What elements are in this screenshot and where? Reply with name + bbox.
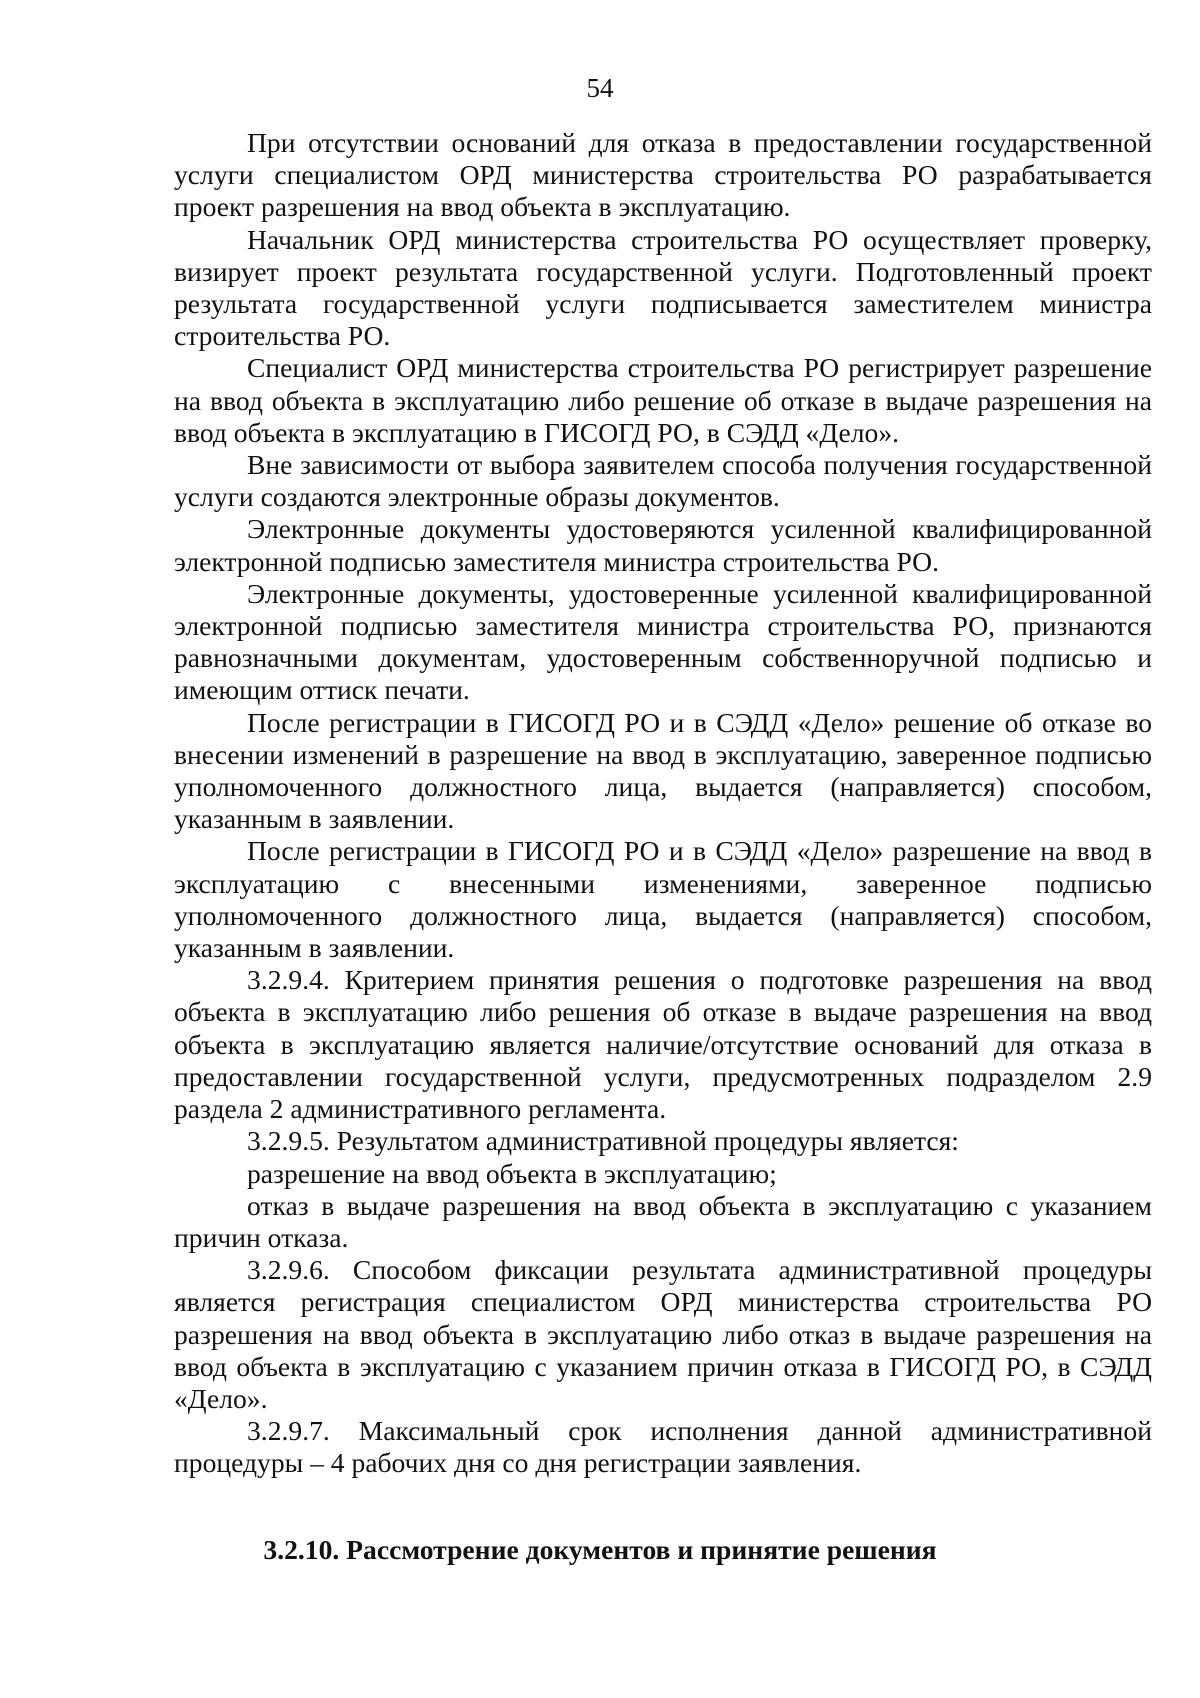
paragraph: Специалист ОРД министерства строительства РО регистрирует разрешение на ввод объекта в эксплуатацию либо решение об отказе в выдаче разрешения на ввод объекта в эксплуатацию в ГИСОГД РО, в СЭДД «Дело». bbox=[174, 352, 1152, 448]
paragraph: 3.2.9.5. Результатом административной процедуры является: bbox=[247, 1125, 959, 1157]
paragraph: 3.2.9.7. Максимальный срок исполнения данной административной процедуры – 4 рабочих дня со дня регистрации заявления. bbox=[174, 1415, 1152, 1479]
list-item: разрешение на ввод объекта в эксплуатацию; bbox=[247, 1157, 777, 1189]
paragraph: Электронные документы удостоверяются усиленной квалифицированной электронной подписью заместителя министра строительства РО. bbox=[174, 513, 1152, 577]
page-number: 54 bbox=[586, 73, 614, 103]
paragraph: Электронные документы, удостоверенные усиленной квалифицированной электронной подписью заместителя министра строительства РО, признаются равнозначными документам, удостоверенным собственноручной подписью и имеющим оттиск печати. bbox=[174, 577, 1152, 706]
paragraph: После регистрации в ГИСОГД РО и в СЭДД «Дело» разрешение на ввод в эксплуатацию с внесенными изменениями, заверенное подписью уполномоченного должностного лица, выдается (направляется) способом, указанным в заявлении. bbox=[174, 835, 1152, 964]
paragraph: 3.2.9.6. Способом фиксации результата административной процедуры является регистрация специалистом ОРД министерства строительства РО разрешения на ввод объекта в эксплуатацию либо отказ в выдаче разрешения на ввод объекта в эксплуатацию с указанием причин отказа в ГИСОГД РО, в СЭДД «Дело». bbox=[174, 1254, 1152, 1414]
paragraph: 3.2.9.4. Критерием принятия решения о подготовке разрешения на ввод объекта в эксплуатацию либо решения об отказе в выдаче разрешения на ввод объекта в эксплуатацию является наличие/отсутствие оснований для отказа в предоставлении государственной услуги, предусмотренных подразделом 2.9 раздела 2 административного регламента. bbox=[174, 964, 1152, 1125]
paragraph: После регистрации в ГИСОГД РО и в СЭДД «Дело» решение об отказе во внесении изменений в разрешение на ввод в эксплуатацию, заверенное подписью уполномоченного должностного лица, выдается (направляется) способом, указанным в заявлении. bbox=[174, 706, 1152, 835]
paragraph: При отсутствии оснований для отказа в предоставлении государственной услуги специалистом ОРД министерства строительства РО разрабатывается проект разрешения на ввод объекта в эксплуатацию. bbox=[174, 127, 1152, 223]
document-body bbox=[174, 127, 1152, 1480]
section-heading: 3.2.10. Рассмотрение документов и принятие решения bbox=[263, 1534, 937, 1565]
paragraph: Начальник ОРД министерства строительства РО осуществляет проверку, визирует проект результата государственной услуги. Подготовленный проект результата государственной услуги подписывается заместителем министра строительства РО. bbox=[174, 223, 1152, 352]
paragraph: Вне зависимости от выбора заявителем способа получения государственной услуги создаются электронные образы документов. bbox=[174, 449, 1152, 513]
list-item: отказ в выдаче разрешения на ввод объекта в эксплуатацию с указанием причин отказа. bbox=[174, 1189, 1152, 1253]
